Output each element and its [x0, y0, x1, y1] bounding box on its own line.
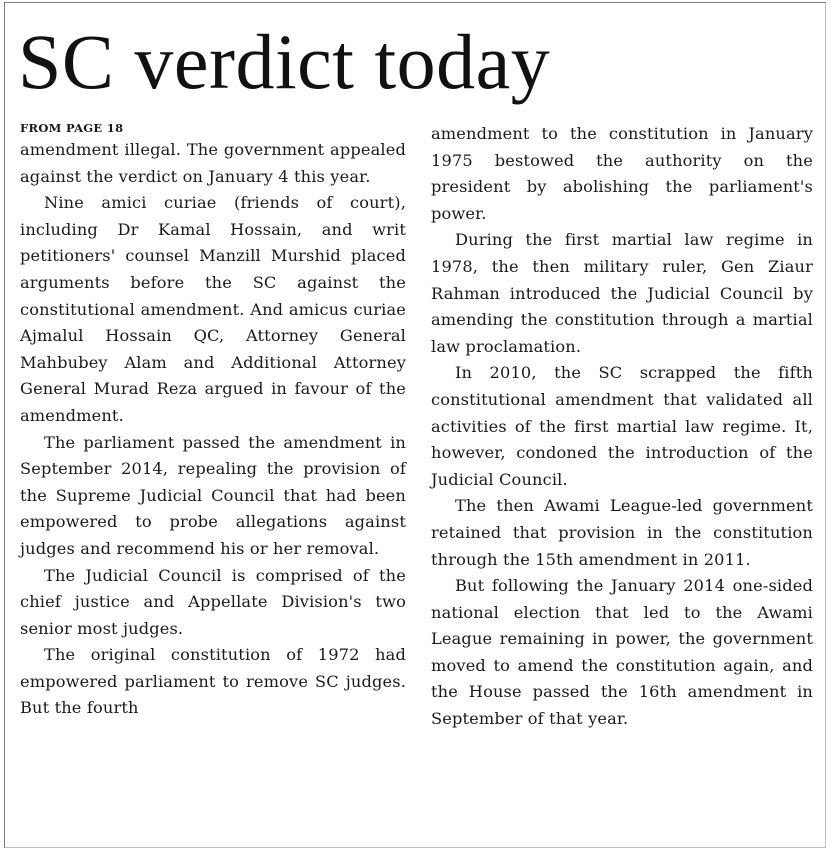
paragraph: Nine amici curiae (friends of court), including Dr Kamal Hossain, and writ petitioners' counsel Manzill Murshid placed arguments before the SC against the constitutional amendment. And amicus curiae Ajmalul Hossain QC, Attorney General Mahbubey Alam and Additional Attorney General Murad Reza argued in favour of the amendment.: [20, 193, 406, 425]
article-column-right: [431, 121, 813, 733]
article-column-left: [20, 121, 406, 722]
paragraph: The parliament passed the amendment in September 2014, repealing the provision of the Supreme Judicial Council that had been empowered to probe allegations against judges and recommend his or her removal.: [20, 432, 406, 558]
paragraph: In 2010, the SC scrapped the fifth constitutional amendment that validated all activities of the first martial law regime. It, however, condoned the introduction of the Judicial Council.: [431, 363, 813, 489]
news-clipping: [4, 2, 826, 848]
paragraph: amendment illegal. The government appealed against the verdict on January 4 this year.: [20, 140, 406, 186]
paragraph: amendment to the constitution in January 1975 bestowed the authority on the president by abolishing the parliament's power.: [431, 124, 813, 223]
paragraph: The original constitution of 1972 had empowered parliament to remove SC judges. But the fourth: [20, 645, 406, 718]
paragraph: But following the January 2014 one-sided national election that led to the Awami League remaining in power, the government moved to amend the constitution again, and the House passed the 16th amendment in September of that year.: [431, 576, 813, 729]
paragraph: During the first martial law regime in 1978, the then military ruler, Gen Ziaur Rahman introduced the Judicial Council by amending the constitution through a martial law proclamation.: [431, 230, 813, 356]
headline: SC verdict today: [18, 18, 551, 105]
dateline: FROM PAGE 18: [20, 121, 124, 135]
paragraph: The then Awami League-led government retained that provision in the constitution through the 15th amendment in 2011.: [431, 496, 813, 569]
paragraph: The Judicial Council is comprised of the chief justice and Appellate Division's two senior most judges.: [20, 565, 406, 638]
